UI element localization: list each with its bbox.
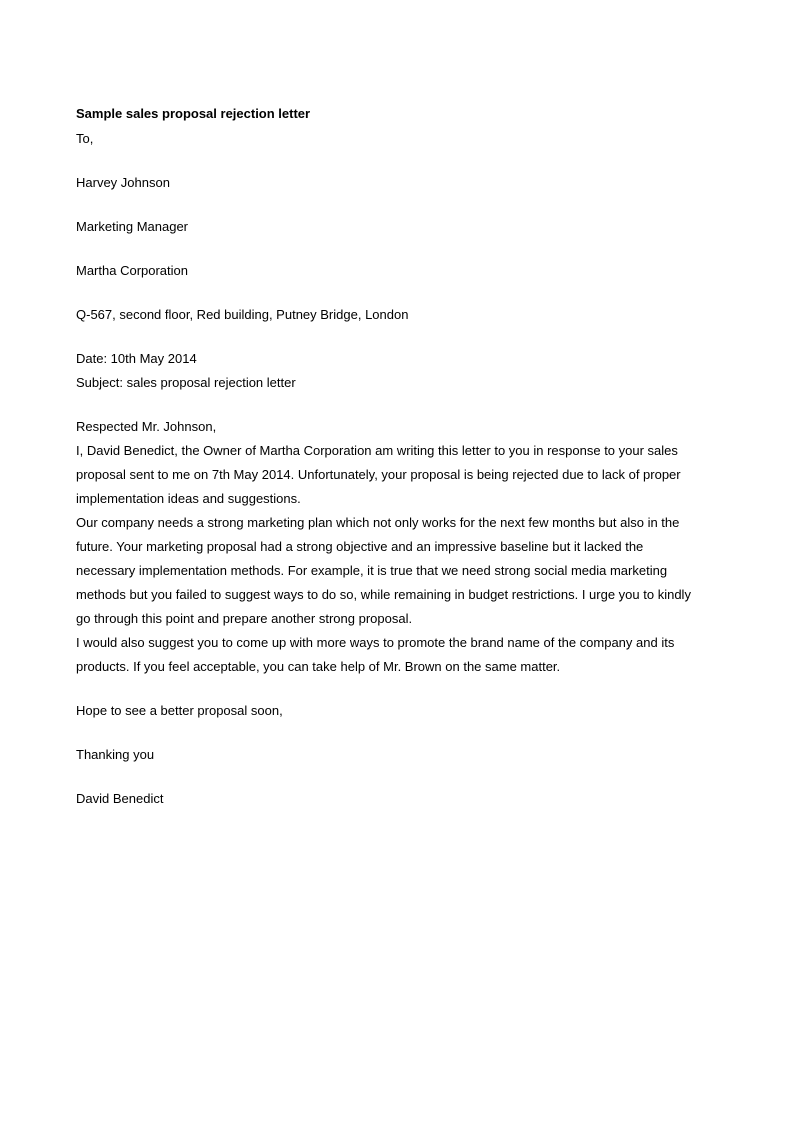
body-line: future. Your marketing proposal had a strong objective and an impressive baseline but it lacked the xyxy=(76,539,644,554)
recipient-name: Harvey Johnson xyxy=(76,175,170,190)
body-line: proposal sent to me on 7th May 2014. Unfortunately, your proposal is being rejected due to lack of proper xyxy=(76,467,681,482)
recipient-title: Marketing Manager xyxy=(76,219,188,234)
to-line: To, xyxy=(76,131,94,146)
body-line: implementation ideas and suggestions. xyxy=(76,491,301,506)
signature-name: David Benedict xyxy=(76,791,164,806)
letter-title: Sample sales proposal rejection letter xyxy=(76,106,311,121)
body-line: methods but you failed to suggest ways to do so, while remaining in budget restrictions. I urge you to kindly xyxy=(76,587,691,602)
body-line: Our company needs a strong marketing plan which not only works for the next few months but also in the xyxy=(76,515,680,530)
body-line: go through this point and prepare another strong proposal. xyxy=(76,611,413,626)
letter-date: Date: 10th May 2014 xyxy=(76,351,197,366)
body-line: I, David Benedict, the Owner of Martha Corporation am writing this letter to you in response to your sales xyxy=(76,443,678,458)
recipient-address: Q-567, second floor, Red building, Putney Bridge, London xyxy=(76,307,409,322)
body-line: I would also suggest you to come up with more ways to promote the brand name of the company and its xyxy=(76,635,675,650)
salutation: Respected Mr. Johnson, xyxy=(76,419,217,434)
recipient-company: Martha Corporation xyxy=(76,263,188,278)
body-line: necessary implementation methods. For example, it is true that we need strong social media marketing xyxy=(76,563,668,578)
body-line: products. If you feel acceptable, you can take help of Mr. Brown on the same matter. xyxy=(76,659,561,674)
letter-body xyxy=(76,104,726,811)
letter-subject: Subject: sales proposal rejection letter xyxy=(76,375,296,390)
body-paragraph-1 xyxy=(76,439,726,631)
closing-line: Hope to see a better proposal soon, xyxy=(76,703,283,718)
body-paragraph-2 xyxy=(76,631,726,679)
thanks-line: Thanking you xyxy=(76,747,155,762)
